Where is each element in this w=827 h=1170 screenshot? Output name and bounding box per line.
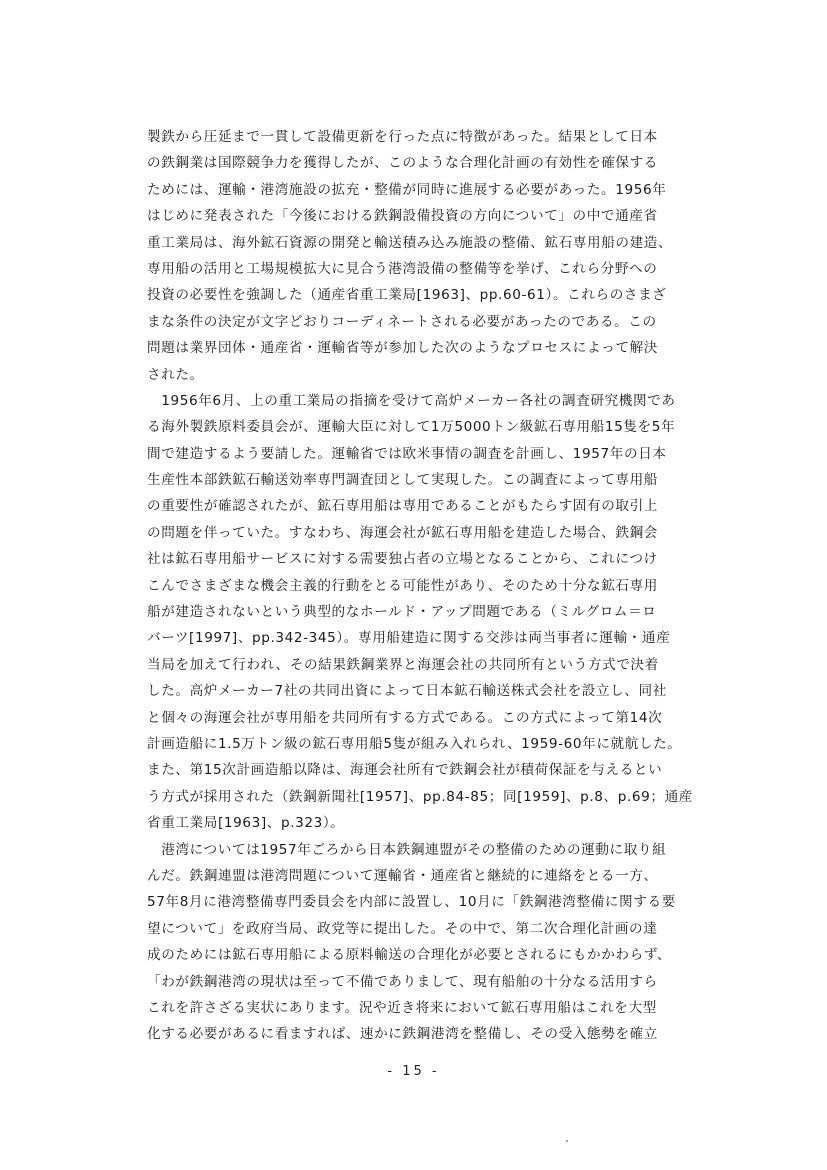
- text-line: と個々の海運会社が専用船を共同所有する方式である。この方式によって第14次: [147, 709, 663, 726]
- text-line: る海外製鉄原料委員会が、運輸大臣に対して1万5000トン級鉱石専用船15隻を5年: [147, 419, 676, 436]
- text-line: 生産性本部鉄鉱石輸送効率専門調査団として実現した。この調査によって専用船: [147, 472, 658, 489]
- text-line: はじめに発表された「今後における鉄鋼設備投資の方向について」の中で通産省: [147, 208, 658, 225]
- text-line: 成のためには鉱石専用船による原料輸送の合理化が必要とされるにもかかわらず、: [147, 947, 672, 964]
- text-line: の重要性が確認されたが、鉱石専用船は専用であることがもたらす固有の取引上: [147, 498, 658, 515]
- text-line: こんでさまざまな機会主義的行動をとる可能性があり、そのため十分な鉱石専用: [147, 577, 658, 594]
- text-line: バーツ[1997]、pp.342-345）。専用船建造に関する交渉は両当事者に運輸・通産: [147, 630, 671, 647]
- text-line: 重工業局は、海外鉱石資源の開発と輸送積み込み施設の整備、鉱石専用船の建造、: [147, 234, 673, 251]
- scan-speck: [566, 1140, 568, 1142]
- text-line: 船が建造されないという典型的なホールド・アップ問題である（ミルグロム＝ロ: [147, 604, 657, 621]
- page-number: - 15 -: [387, 1064, 440, 1079]
- text-line: 1956年6月、上の重工業局の指摘を受けて高炉メーカー各社の調査研究機関であ: [147, 392, 676, 409]
- text-line: の鉄鋼業は国際競争力を獲得したが、このような合理化計画の有効性を確保する: [147, 155, 658, 172]
- body-text: [147, 124, 713, 1048]
- text-line: の問題を伴っていた。すなわち、海運会社が鉱石専用船を建造した場合、鉄鋼会: [147, 524, 658, 541]
- text-line: された。: [147, 366, 204, 383]
- text-line: 社は鉱石専用船サービスに対する需要独占者の立場となることから、これにつけ: [147, 551, 658, 568]
- text-line: 計画造船に1.5万トン級の鉱石専用船5隻が組み入れられ、1959-60年に就航した。: [147, 735, 682, 752]
- text-line: また、第15次計画造船以降は、海運会社所有で鉄鋼会社が積荷保証を与えるとい: [147, 762, 663, 779]
- text-line: う方式が採用された（鉄鋼新聞社[1957]、pp.84-85；同[1959]、p.8、p.69；通産: [147, 788, 693, 805]
- text-line: 「わが鉄鋼港湾の現状は至って不備でありまして、現有船舶の十分なる活用すら: [147, 973, 658, 990]
- text-line: ためには、運輸・港湾施設の拡充・整備が同時に進展する必要があった。1956年: [147, 181, 667, 198]
- text-line: これを許さざる実状にあります。況や近き将来において鉱石専用船はこれを大型: [147, 999, 657, 1016]
- text-line: 投資の必要性を強調した（通産省重工業局[1963]、pp.60-61）。これらのさまざ: [147, 287, 667, 304]
- text-line: 間で建造するよう要請した。運輸省では欧米事情の調査を計画し、1957年の日本: [147, 445, 667, 462]
- text-line: した。高炉メーカー7社の共同出資によって日本鉱石輸送株式会社を設立し、同社: [147, 683, 667, 700]
- text-line: んだ。鉄鋼連盟は港湾問題について運輸省・通産省と継続的に連絡をとる一方、: [147, 867, 658, 884]
- text-line: 専用船の活用と工場規模拡大に見合う港湾設備の整備等を挙げ、これら分野への: [147, 260, 658, 277]
- text-line: 港湾については1957年ごろから日本鉄鋼連盟がその整備のための運動に取り組: [147, 841, 667, 858]
- text-line: 省重工業局[1963]、p.323）。: [147, 815, 345, 832]
- text-line: 望について」を政府当局、政党等に提出した。その中で、第二次合理化計画の達: [147, 920, 658, 937]
- text-line: 製鉄から圧延まで一貫して設備更新を行った点に特徴があった。結果として日本: [147, 129, 658, 145]
- text-line: 当局を加えて行われ、その結果鉄鋼業界と海運会社の共同所有という方式で決着: [147, 656, 659, 673]
- text-line: まな条件の決定が文字どおりコーディネートされる必要があったのである。この: [147, 313, 657, 330]
- text-line: 問題は業界団体・通産省・運輸省等が参加した次のようなプロセスによって解決: [147, 340, 658, 357]
- text-line: 57年8月に港湾整備専門委員会を内部に設置し、10月に「鉄鋼港湾整備に関する要: [147, 894, 676, 911]
- text-line: 化する必要があるに看ますれば、速かに鉄鋼港湾を整備し、その受入態勢を確立: [147, 1026, 658, 1043]
